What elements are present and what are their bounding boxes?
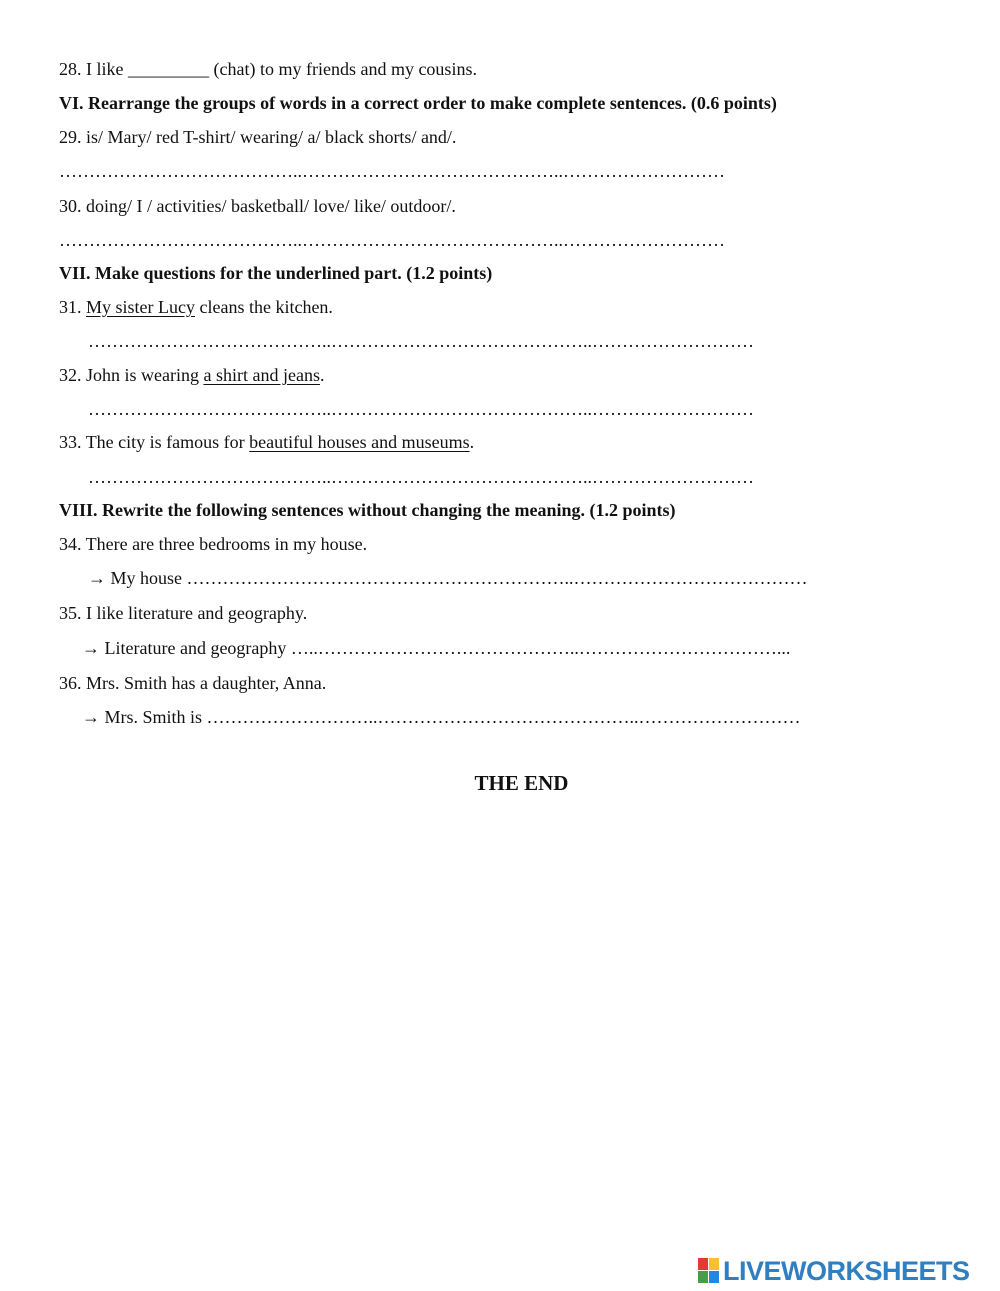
liveworksheets-badge-icon [698, 1258, 720, 1284]
answer-line-32[interactable]: …………………………………..……………………………………..……………………… [88, 399, 754, 419]
liveworksheets-logo [698, 1255, 970, 1287]
question-35: 35. I like literature and geography. [59, 603, 308, 623]
answer-line-29[interactable]: …………………………………..……………………………………..……………………… [59, 161, 725, 181]
answer-line-31[interactable]: …………………………………..……………………………………..……………………… [88, 331, 754, 351]
question-32: 32. John is wearing a shirt and jeans. [59, 365, 325, 385]
answer-line-30[interactable]: …………………………………..……………………………………..……………………… [59, 230, 725, 250]
underlined-part-32: a shirt and jeans [203, 365, 320, 385]
logo-text: LIVEWORKSHEETS [723, 1255, 970, 1286]
question-36: 36. Mrs. Smith has a daughter, Anna. [59, 673, 327, 693]
the-end-heading: THE END [474, 771, 569, 795]
underlined-part-33: beautiful houses and museums [249, 432, 470, 452]
underlined-part-31: My sister Lucy [86, 297, 195, 317]
question-30: 30. doing/ I / activities/ basketball/ love/ like/ outdoor/. [59, 196, 456, 216]
answer-line-36[interactable]: → Mrs. Smith is ………………………..……………………………………..……………………… [82, 707, 801, 727]
question-33: 33. The city is famous for beautiful houses and museums. [59, 432, 475, 452]
question-31: 31. My sister Lucy cleans the kitchen. [59, 297, 333, 317]
answer-line-35[interactable]: → Literature and geography …..……………………………………..……………………………... [82, 638, 791, 658]
question-28: 28. I like _________ (chat) to my friends and my cousins. [59, 59, 477, 79]
section-7-heading: VII. Make questions for the underlined part. (1.2 points) [59, 263, 493, 283]
blank-28[interactable]: _________ [128, 59, 209, 79]
section-6-heading: VI. Rearrange the groups of words in a correct order to make complete sentences. (0.6 points) [59, 93, 777, 113]
answer-line-33[interactable]: …………………………………..……………………………………..……………………… [88, 467, 754, 487]
section-8-heading: VIII. Rewrite the following sentences without changing the meaning. (1.2 points) [59, 500, 676, 520]
question-34: 34. There are three bedrooms in my house. [59, 534, 368, 554]
question-29: 29. is/ Mary/ red T-shirt/ wearing/ a/ black shorts/ and/. [59, 127, 457, 147]
answer-line-34[interactable]: → My house ………………………………………………………..………………………………… [88, 568, 808, 588]
